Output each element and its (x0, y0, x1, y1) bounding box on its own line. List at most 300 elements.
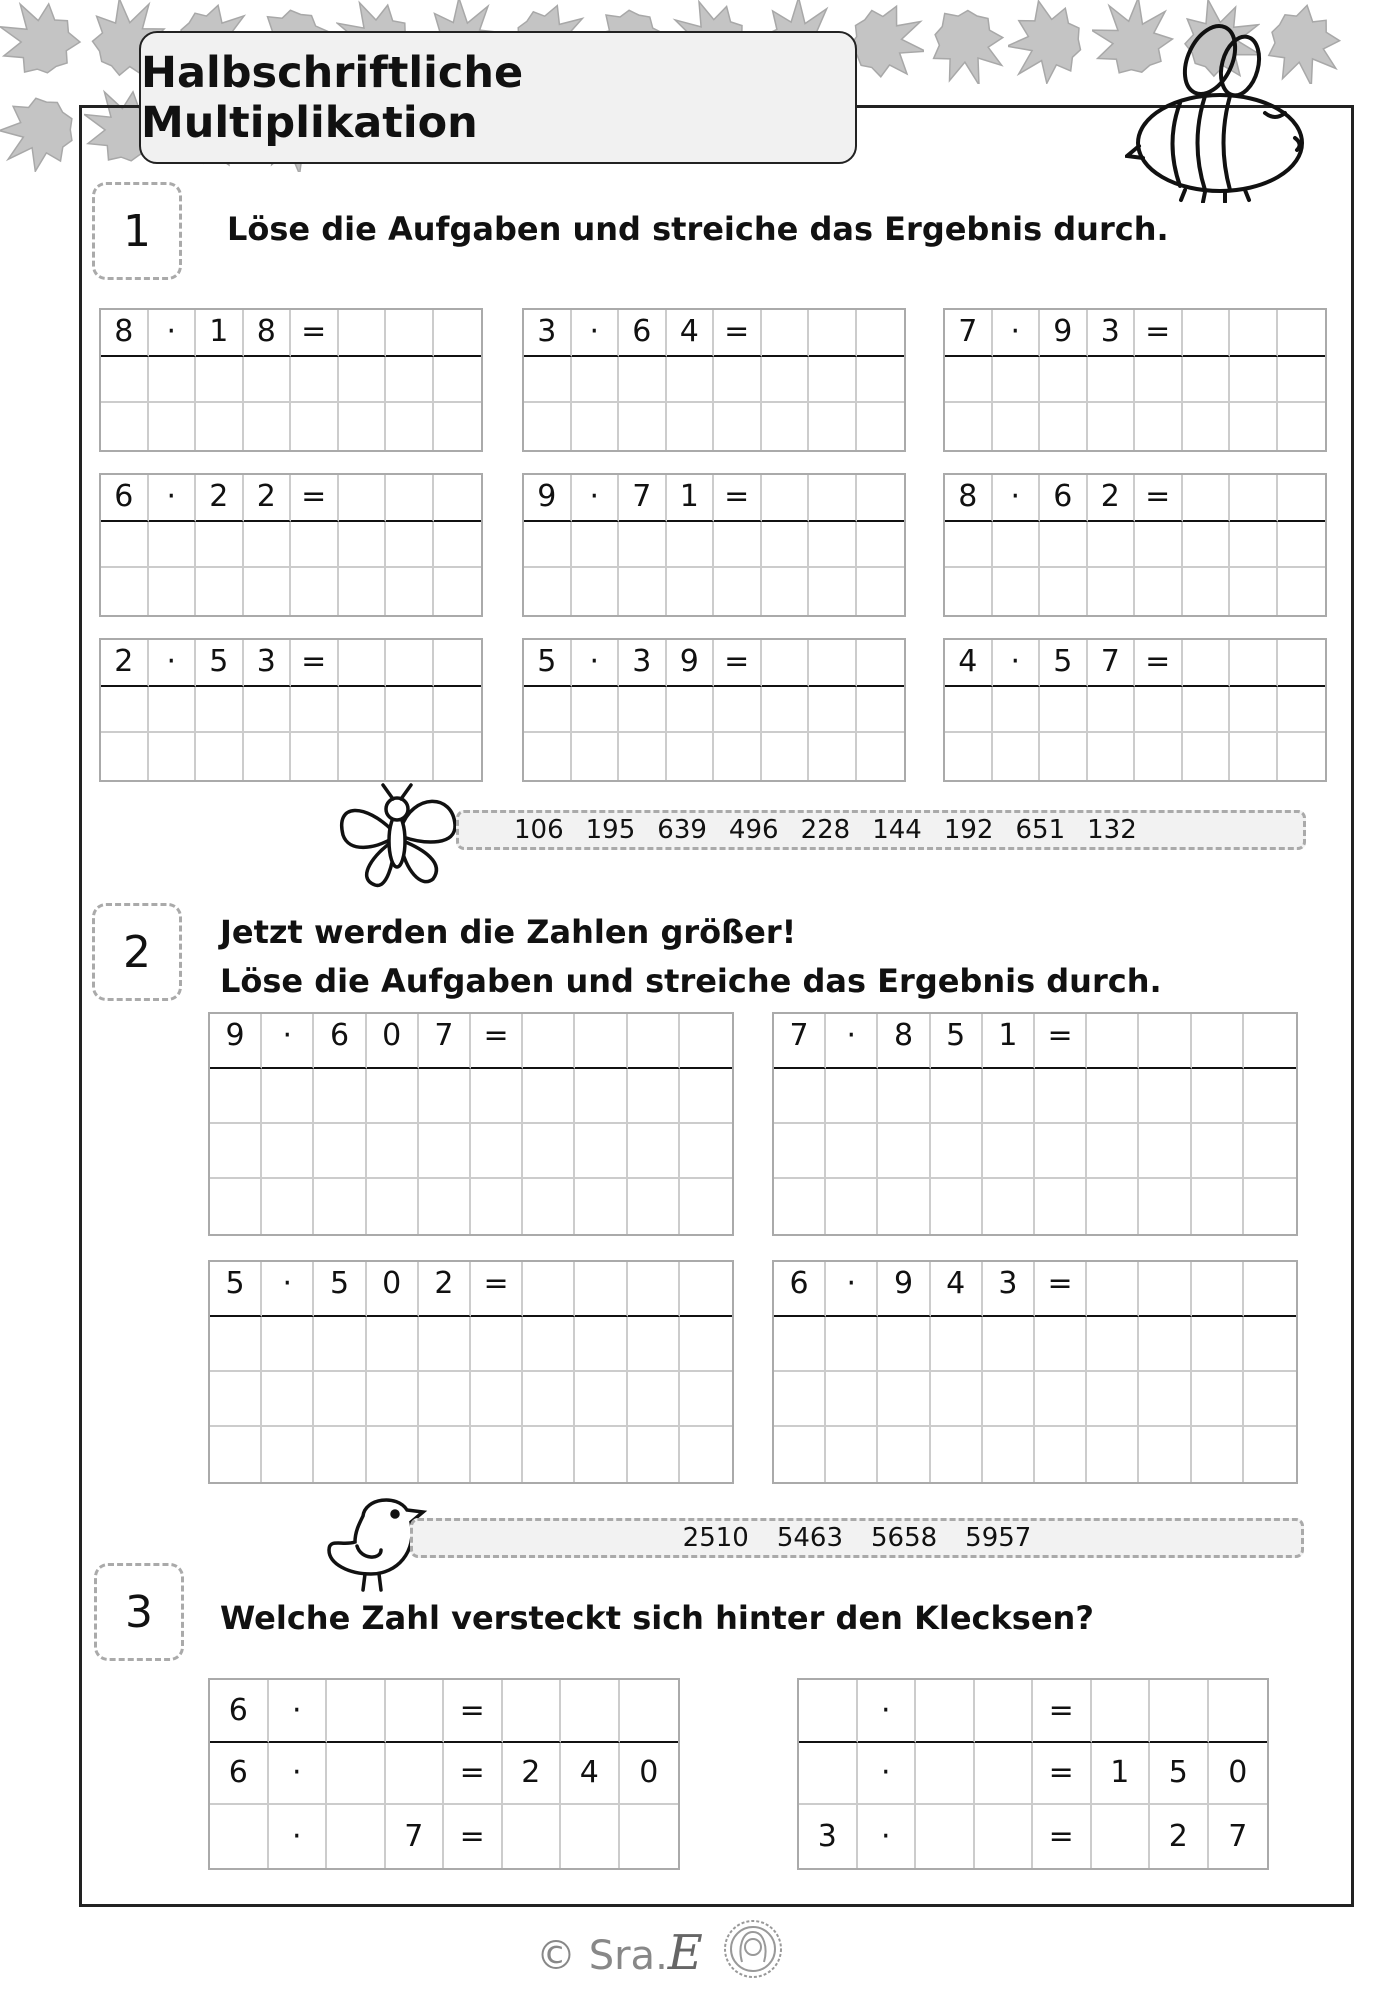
answer-cell[interactable] (291, 522, 339, 569)
answer-cell[interactable] (1192, 1124, 1244, 1179)
answer-cell[interactable] (561, 1805, 620, 1868)
result-number[interactable]: 639 (657, 815, 707, 845)
answer-cell[interactable] (471, 1179, 523, 1234)
answer-cell[interactable] (314, 1427, 366, 1482)
answer-cell[interactable] (826, 1317, 878, 1372)
answer-cell[interactable] (434, 733, 482, 780)
answer-cell[interactable] (1278, 310, 1326, 357)
answer-cell[interactable] (524, 568, 572, 615)
answer-cell[interactable] (149, 357, 197, 404)
answer-cell[interactable] (523, 1317, 575, 1372)
answer-cell[interactable] (244, 733, 292, 780)
answer-cell[interactable] (1088, 522, 1136, 569)
answer-cell[interactable] (1183, 687, 1231, 734)
answer-cell[interactable] (262, 1179, 314, 1234)
answer-cell[interactable] (524, 522, 572, 569)
answer-cell[interactable] (945, 357, 993, 404)
answer-cell[interactable] (1278, 640, 1326, 687)
answer-cell[interactable] (386, 403, 434, 450)
answer-cell[interactable] (386, 733, 434, 780)
answer-cell[interactable] (1035, 1372, 1087, 1427)
answer-cell[interactable] (1244, 1317, 1296, 1372)
answer-cell[interactable] (931, 1124, 983, 1179)
answer-cell[interactable] (434, 687, 482, 734)
answer-cell[interactable] (826, 1372, 878, 1427)
answer-cell[interactable] (1035, 1069, 1087, 1124)
answer-cell[interactable] (386, 310, 434, 357)
answer-cell[interactable] (523, 1179, 575, 1234)
answer-cell[interactable] (575, 1372, 627, 1427)
answer-cell[interactable] (931, 1069, 983, 1124)
answer-cell[interactable] (983, 1317, 1035, 1372)
answer-cell[interactable] (680, 1124, 732, 1179)
answer-cell[interactable] (339, 733, 387, 780)
answer-cell[interactable] (1040, 687, 1088, 734)
answer-cell[interactable] (339, 568, 387, 615)
answer-cell[interactable] (1278, 403, 1326, 450)
answer-cell[interactable] (262, 1069, 314, 1124)
answer-cell[interactable] (339, 640, 387, 687)
answer-cell[interactable] (619, 687, 667, 734)
answer-cell[interactable] (878, 1069, 930, 1124)
answer-cell[interactable] (386, 568, 434, 615)
answer-cell[interactable] (762, 403, 810, 450)
answer-cell[interactable] (975, 1680, 1034, 1743)
answer-cell[interactable] (680, 1372, 732, 1427)
answer-cell[interactable] (339, 357, 387, 404)
answer-cell[interactable] (931, 1317, 983, 1372)
answer-cell[interactable] (714, 522, 762, 569)
answer-cell[interactable] (1230, 733, 1278, 780)
answer-cell[interactable] (714, 357, 762, 404)
answer-cell[interactable] (575, 1069, 627, 1124)
result-number[interactable]: 651 (1015, 815, 1066, 845)
answer-cell[interactable] (262, 1124, 314, 1179)
answer-cell[interactable] (1183, 733, 1231, 780)
answer-cell[interactable] (1244, 1179, 1296, 1234)
answer-cell[interactable] (1087, 1317, 1139, 1372)
answer-cell[interactable] (575, 1124, 627, 1179)
answer-cell[interactable] (993, 522, 1041, 569)
answer-cell[interactable] (680, 1069, 732, 1124)
answer-cell[interactable] (1183, 640, 1231, 687)
answer-cell[interactable] (314, 1124, 366, 1179)
answer-cell[interactable] (524, 733, 572, 780)
answer-cell[interactable] (1230, 403, 1278, 450)
answer-cell[interactable] (619, 403, 667, 450)
answer-cell[interactable] (983, 1427, 1035, 1482)
answer-cell[interactable] (628, 1372, 680, 1427)
result-number[interactable]: 144 (872, 815, 922, 845)
answer-cell[interactable] (327, 1680, 386, 1743)
answer-cell[interactable] (101, 687, 149, 734)
answer-cell[interactable] (291, 568, 339, 615)
answer-cell[interactable] (826, 1069, 878, 1124)
answer-cell[interactable] (572, 357, 620, 404)
answer-cell[interactable] (101, 522, 149, 569)
answer-cell[interactable] (620, 1680, 679, 1743)
answer-cell[interactable] (101, 733, 149, 780)
answer-cell[interactable] (1244, 1372, 1296, 1427)
answer-cell[interactable] (1035, 1427, 1087, 1482)
answer-cell[interactable] (196, 522, 244, 569)
answer-cell[interactable] (314, 1372, 366, 1427)
answer-cell[interactable] (327, 1805, 386, 1868)
answer-cell[interactable] (1135, 687, 1183, 734)
answer-cell[interactable] (367, 1427, 419, 1482)
answer-cell[interactable] (774, 1179, 826, 1234)
answer-cell[interactable] (471, 1124, 523, 1179)
answer-cell[interactable] (572, 522, 620, 569)
answer-cell[interactable] (1040, 522, 1088, 569)
answer-cell[interactable] (210, 1372, 262, 1427)
answer-cell[interactable] (244, 357, 292, 404)
answer-cell[interactable] (101, 403, 149, 450)
answer-cell[interactable] (680, 1262, 732, 1317)
answer-cell[interactable] (1040, 733, 1088, 780)
answer-cell[interactable] (386, 1680, 445, 1743)
answer-cell[interactable] (367, 1069, 419, 1124)
answer-cell[interactable] (714, 568, 762, 615)
answer-cell[interactable] (619, 522, 667, 569)
answer-cell[interactable] (826, 1179, 878, 1234)
answer-cell[interactable] (314, 1069, 366, 1124)
answer-cell[interactable] (762, 568, 810, 615)
answer-cell[interactable] (1139, 1262, 1191, 1317)
answer-cell[interactable] (762, 640, 810, 687)
answer-cell[interactable] (1192, 1179, 1244, 1234)
answer-cell[interactable] (619, 733, 667, 780)
answer-cell[interactable] (774, 1124, 826, 1179)
answer-cell[interactable] (878, 1372, 930, 1427)
answer-cell[interactable] (367, 1317, 419, 1372)
answer-cell[interactable] (628, 1262, 680, 1317)
answer-cell[interactable] (210, 1317, 262, 1372)
answer-cell[interactable] (419, 1372, 471, 1427)
answer-cell[interactable] (575, 1179, 627, 1234)
result-number[interactable]: 2510 (682, 1523, 749, 1553)
answer-cell[interactable] (1192, 1014, 1244, 1069)
answer-cell[interactable] (196, 357, 244, 404)
answer-cell[interactable] (762, 687, 810, 734)
answer-cell[interactable] (983, 1179, 1035, 1234)
answer-cell[interactable] (503, 1805, 562, 1868)
answer-cell[interactable] (339, 475, 387, 522)
answer-cell[interactable] (524, 357, 572, 404)
answer-cell[interactable] (196, 733, 244, 780)
answer-cell[interactable] (774, 1317, 826, 1372)
answer-cell[interactable] (1087, 1179, 1139, 1234)
result-number[interactable]: 5957 (965, 1523, 1032, 1553)
answer-cell[interactable] (1230, 475, 1278, 522)
answer-cell[interactable] (1088, 403, 1136, 450)
answer-cell[interactable] (1139, 1372, 1191, 1427)
answer-cell[interactable] (809, 640, 857, 687)
answer-cell[interactable] (471, 1317, 523, 1372)
answer-cell[interactable] (680, 1317, 732, 1372)
answer-cell[interactable] (774, 1069, 826, 1124)
answer-cell[interactable] (339, 403, 387, 450)
answer-cell[interactable] (210, 1069, 262, 1124)
answer-cell[interactable] (1230, 687, 1278, 734)
answer-cell[interactable] (1278, 733, 1326, 780)
answer-cell[interactable] (314, 1317, 366, 1372)
answer-cell[interactable] (945, 403, 993, 450)
answer-cell[interactable] (931, 1372, 983, 1427)
answer-cell[interactable] (1087, 1069, 1139, 1124)
answer-cell[interactable] (1192, 1069, 1244, 1124)
answer-cell[interactable] (1088, 357, 1136, 404)
answer-cell[interactable] (857, 640, 905, 687)
answer-cell[interactable] (1035, 1179, 1087, 1234)
answer-cell[interactable] (434, 640, 482, 687)
answer-cell[interactable] (1192, 1317, 1244, 1372)
answer-cell[interactable] (619, 568, 667, 615)
answer-cell[interactable] (809, 687, 857, 734)
answer-cell[interactable] (1135, 403, 1183, 450)
answer-cell[interactable] (620, 1805, 679, 1868)
answer-cell[interactable] (1183, 310, 1231, 357)
answer-cell[interactable] (1278, 568, 1326, 615)
answer-cell[interactable] (1135, 522, 1183, 569)
answer-cell[interactable] (878, 1179, 930, 1234)
answer-cell[interactable] (667, 357, 715, 404)
answer-cell[interactable] (419, 1427, 471, 1482)
answer-cell[interactable] (523, 1069, 575, 1124)
answer-cell[interactable] (1040, 357, 1088, 404)
answer-cell[interactable] (1150, 1680, 1209, 1743)
answer-cell[interactable] (471, 1427, 523, 1482)
answer-cell[interactable] (857, 733, 905, 780)
answer-cell[interactable] (1230, 568, 1278, 615)
result-number[interactable]: 496 (728, 815, 779, 845)
answer-cell[interactable] (619, 357, 667, 404)
answer-cell[interactable] (572, 687, 620, 734)
answer-cell[interactable] (572, 568, 620, 615)
answer-cell[interactable] (667, 687, 715, 734)
answer-cell[interactable] (931, 1427, 983, 1482)
answer-cell[interactable] (826, 1124, 878, 1179)
answer-cell[interactable] (244, 687, 292, 734)
answer-cell[interactable] (1092, 1805, 1151, 1868)
answer-cell[interactable] (878, 1427, 930, 1482)
answer-cell[interactable] (386, 475, 434, 522)
answer-cell[interactable] (857, 403, 905, 450)
answer-cell[interactable] (471, 1372, 523, 1427)
result-number[interactable]: 195 (585, 815, 636, 845)
answer-cell[interactable] (1183, 568, 1231, 615)
answer-cell[interactable] (1278, 522, 1326, 569)
answer-cell[interactable] (945, 568, 993, 615)
answer-cell[interactable] (419, 1317, 471, 1372)
answer-cell[interactable] (983, 1069, 1035, 1124)
answer-cell[interactable] (945, 733, 993, 780)
answer-cell[interactable] (339, 687, 387, 734)
answer-cell[interactable] (1192, 1427, 1244, 1482)
answer-cell[interactable] (149, 687, 197, 734)
answer-cell[interactable] (1035, 1124, 1087, 1179)
answer-cell[interactable] (809, 403, 857, 450)
answer-cell[interactable] (386, 1743, 445, 1806)
answer-cell[interactable] (339, 310, 387, 357)
answer-cell[interactable] (291, 357, 339, 404)
answer-cell[interactable] (680, 1014, 732, 1069)
answer-cell[interactable] (628, 1317, 680, 1372)
answer-cell[interactable] (210, 1179, 262, 1234)
answer-cell[interactable] (367, 1124, 419, 1179)
answer-cell[interactable] (857, 522, 905, 569)
answer-cell[interactable] (857, 357, 905, 404)
answer-cell[interactable] (762, 733, 810, 780)
answer-cell[interactable] (1139, 1317, 1191, 1372)
answer-cell[interactable] (1092, 1680, 1151, 1743)
answer-cell[interactable] (799, 1743, 858, 1806)
answer-cell[interactable] (628, 1069, 680, 1124)
answer-cell[interactable] (1244, 1014, 1296, 1069)
answer-cell[interactable] (1278, 475, 1326, 522)
answer-cell[interactable] (1192, 1262, 1244, 1317)
answer-cell[interactable] (561, 1680, 620, 1743)
answer-cell[interactable] (993, 568, 1041, 615)
answer-cell[interactable] (1192, 1372, 1244, 1427)
answer-cell[interactable] (1040, 568, 1088, 615)
answer-cell[interactable] (1230, 640, 1278, 687)
answer-cell[interactable] (434, 403, 482, 450)
answer-cell[interactable] (945, 522, 993, 569)
answer-cell[interactable] (1244, 1124, 1296, 1179)
answer-cell[interactable] (523, 1372, 575, 1427)
answer-cell[interactable] (1230, 522, 1278, 569)
answer-cell[interactable] (993, 357, 1041, 404)
answer-cell[interactable] (714, 403, 762, 450)
answer-cell[interactable] (1230, 357, 1278, 404)
answer-cell[interactable] (434, 522, 482, 569)
answer-cell[interactable] (993, 687, 1041, 734)
answer-cell[interactable] (878, 1124, 930, 1179)
answer-cell[interactable] (523, 1262, 575, 1317)
answer-cell[interactable] (1088, 733, 1136, 780)
answer-cell[interactable] (1139, 1427, 1191, 1482)
answer-cell[interactable] (1087, 1124, 1139, 1179)
answer-cell[interactable] (667, 733, 715, 780)
answer-cell[interactable] (419, 1124, 471, 1179)
answer-cell[interactable] (262, 1317, 314, 1372)
answer-cell[interactable] (210, 1805, 269, 1868)
answer-cell[interactable] (1088, 687, 1136, 734)
answer-cell[interactable] (210, 1427, 262, 1482)
answer-cell[interactable] (714, 687, 762, 734)
answer-cell[interactable] (523, 1124, 575, 1179)
answer-cell[interactable] (774, 1427, 826, 1482)
answer-cell[interactable] (878, 1317, 930, 1372)
answer-cell[interactable] (1087, 1262, 1139, 1317)
answer-cell[interactable] (1244, 1427, 1296, 1482)
answer-cell[interactable] (680, 1427, 732, 1482)
answer-cell[interactable] (523, 1014, 575, 1069)
answer-cell[interactable] (762, 475, 810, 522)
answer-cell[interactable] (1139, 1014, 1191, 1069)
answer-cell[interactable] (1139, 1124, 1191, 1179)
answer-cell[interactable] (1230, 310, 1278, 357)
answer-cell[interactable] (149, 522, 197, 569)
answer-cell[interactable] (523, 1427, 575, 1482)
answer-cell[interactable] (262, 1372, 314, 1427)
answer-cell[interactable] (809, 568, 857, 615)
answer-cell[interactable] (1183, 403, 1231, 450)
answer-cell[interactable] (762, 357, 810, 404)
answer-cell[interactable] (434, 310, 482, 357)
answer-cell[interactable] (524, 687, 572, 734)
answer-cell[interactable] (572, 403, 620, 450)
answer-cell[interactable] (572, 733, 620, 780)
answer-cell[interactable] (419, 1179, 471, 1234)
answer-cell[interactable] (1088, 568, 1136, 615)
answer-cell[interactable] (628, 1427, 680, 1482)
answer-cell[interactable] (993, 403, 1041, 450)
answer-cell[interactable] (916, 1743, 975, 1806)
answer-cell[interactable] (628, 1179, 680, 1234)
result-number[interactable]: 192 (943, 815, 994, 845)
answer-cell[interactable] (367, 1372, 419, 1427)
answer-cell[interactable] (386, 522, 434, 569)
answer-cell[interactable] (826, 1427, 878, 1482)
answer-cell[interactable] (983, 1124, 1035, 1179)
answer-cell[interactable] (1139, 1179, 1191, 1234)
answer-cell[interactable] (244, 522, 292, 569)
answer-cell[interactable] (575, 1427, 627, 1482)
answer-cell[interactable] (575, 1317, 627, 1372)
answer-cell[interactable] (101, 357, 149, 404)
answer-cell[interactable] (1087, 1427, 1139, 1482)
answer-cell[interactable] (857, 475, 905, 522)
answer-cell[interactable] (1139, 1069, 1191, 1124)
answer-cell[interactable] (339, 522, 387, 569)
answer-cell[interactable] (667, 403, 715, 450)
answer-cell[interactable] (1135, 733, 1183, 780)
answer-cell[interactable] (386, 640, 434, 687)
answer-cell[interactable] (262, 1427, 314, 1482)
answer-cell[interactable] (244, 403, 292, 450)
answer-cell[interactable] (628, 1124, 680, 1179)
answer-cell[interactable] (762, 522, 810, 569)
answer-cell[interactable] (975, 1805, 1034, 1868)
answer-cell[interactable] (809, 357, 857, 404)
answer-cell[interactable] (1278, 357, 1326, 404)
answer-cell[interactable] (149, 733, 197, 780)
answer-cell[interactable] (857, 687, 905, 734)
answer-cell[interactable] (1183, 475, 1231, 522)
result-number[interactable]: 106 (514, 815, 564, 845)
answer-cell[interactable] (291, 687, 339, 734)
answer-cell[interactable] (1183, 357, 1231, 404)
answer-cell[interactable] (945, 687, 993, 734)
answer-cell[interactable] (857, 310, 905, 357)
answer-cell[interactable] (1278, 687, 1326, 734)
answer-cell[interactable] (196, 568, 244, 615)
answer-cell[interactable] (1087, 1014, 1139, 1069)
answer-cell[interactable] (210, 1124, 262, 1179)
answer-cell[interactable] (667, 568, 715, 615)
answer-cell[interactable] (993, 733, 1041, 780)
answer-cell[interactable] (809, 733, 857, 780)
answer-cell[interactable] (1035, 1317, 1087, 1372)
answer-cell[interactable] (809, 310, 857, 357)
answer-cell[interactable] (196, 403, 244, 450)
answer-cell[interactable] (916, 1805, 975, 1868)
answer-cell[interactable] (680, 1179, 732, 1234)
answer-cell[interactable] (149, 568, 197, 615)
answer-cell[interactable] (575, 1014, 627, 1069)
